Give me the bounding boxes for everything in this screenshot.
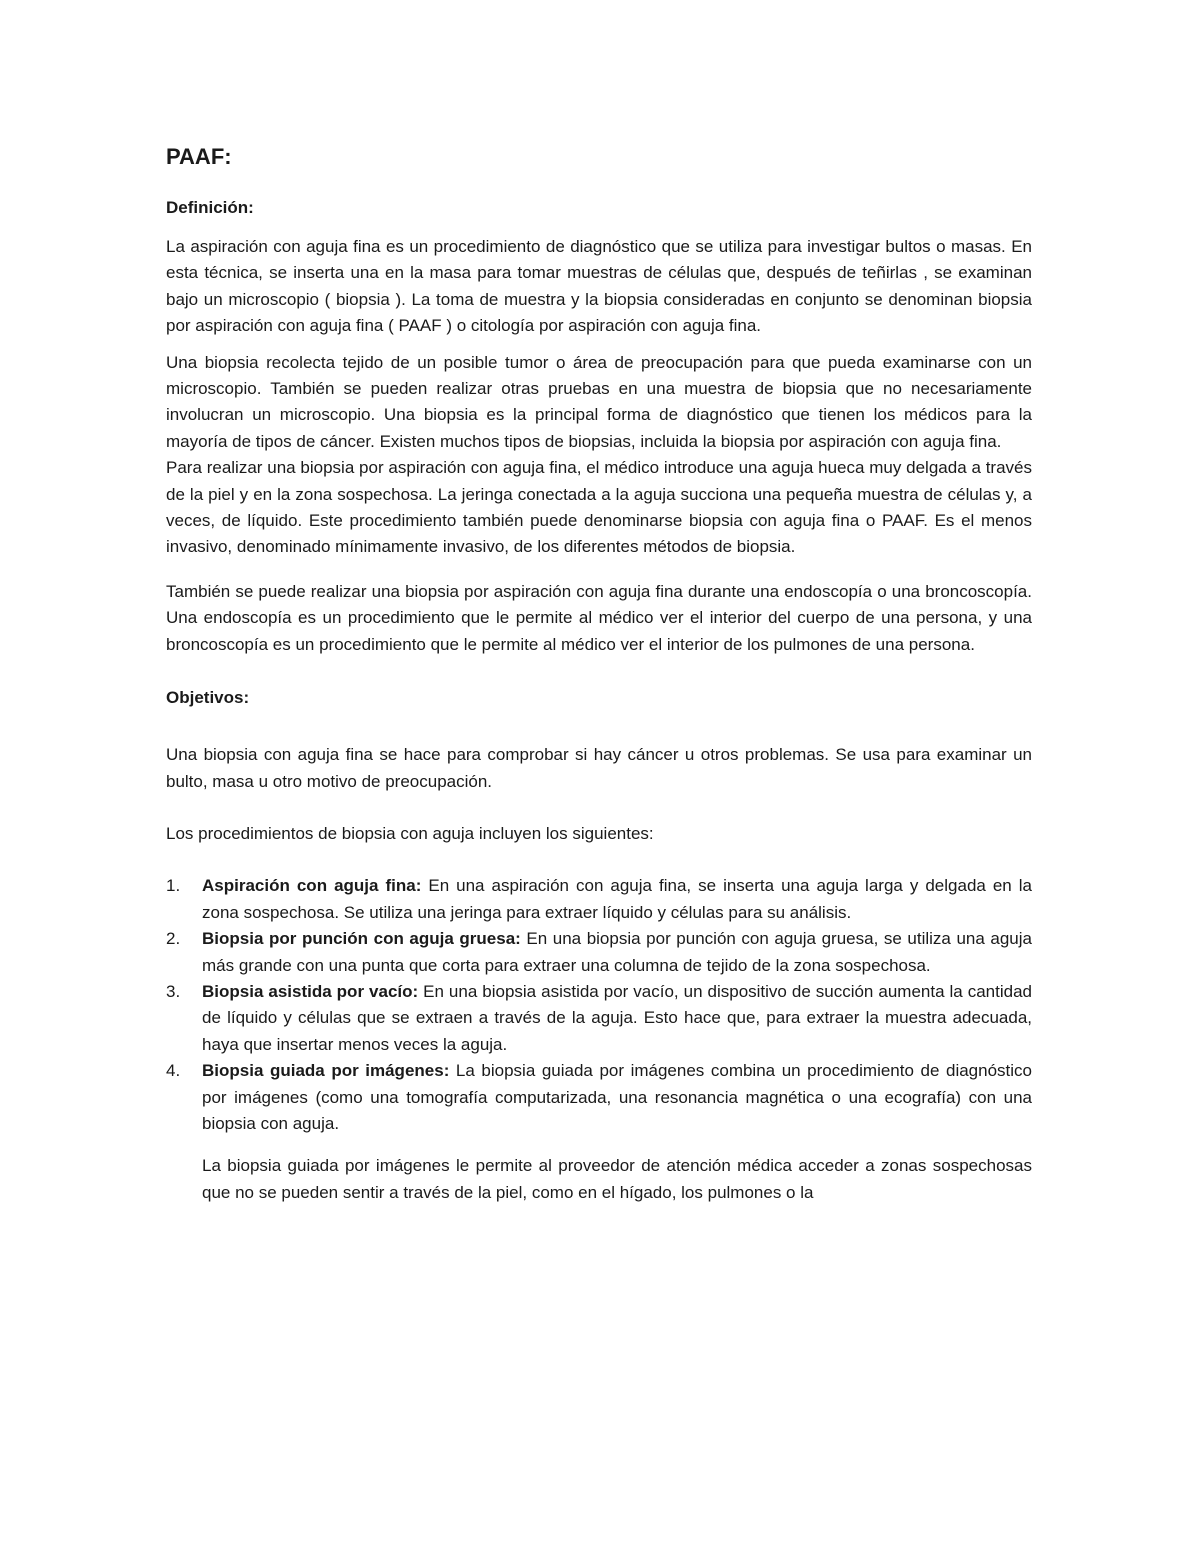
list-item-number: 1.	[166, 876, 181, 896]
list-item-term: Biopsia asistida por vacío:	[202, 981, 419, 1001]
paragraph-spacer	[166, 847, 1032, 873]
list-item	[166, 979, 1032, 1058]
document-title: PAAF:	[166, 144, 232, 169]
paragraph-spacer	[166, 795, 1032, 821]
list-item-number: 3.	[166, 981, 181, 1001]
procedures-intro: Los procedimientos de biopsia con aguja incluyen los siguientes:	[166, 823, 654, 843]
list-item	[166, 926, 1032, 979]
list-item-term: Biopsia por punción con aguja gruesa:	[202, 929, 521, 949]
definition-heading: Definición:	[166, 198, 254, 217]
list-item-term: Biopsia guiada por imágenes:	[202, 1061, 450, 1081]
list-item-number: 2.	[166, 929, 181, 949]
guided-biopsy-note: La biopsia guiada por imágenes le permite al proveedor de atención médica acceder a zonas sospechosas que no se pueden sentir a través de la piel, como en el hígado, los pulmones o la	[202, 1156, 1032, 1202]
heading-spacer	[166, 724, 1032, 742]
definition-paragraph-1: La aspiración con aguja fina es un procedimiento de diagnóstico que se utiliza para investigar bultos o masas. En esta técnica, se inserta una en la masa para tomar muestras de células que, después de teñirlas , se examinan bajo un microscopio ( biopsia ). La toma de muestra y la biopsia consideradas en conjunto se denominan biopsia por aspiración con aguja fina ( PAAF ) o citología por aspiración con aguja fina.	[166, 237, 1032, 336]
definition-paragraph-3: Para realizar una biopsia por aspiración con aguja fina, el médico introduce una aguja hueca muy delgada a través de la piel y en la zona sospechosa. La jeringa conectada a la aguja succiona una pequeña muestra de células y, a veces, de líquido. Este procedimiento también puede denominarse biopsia con aguja fina o PAAF. Es el menos invasivo, denominado mínimamente invasivo, de los diferentes métodos de biopsia.	[166, 458, 1032, 557]
procedures-list	[166, 873, 1032, 1137]
objectives-heading: Objetivos:	[166, 688, 250, 708]
list-item-text: En una biopsia asistida por vacío, un dispositivo de succión aumenta la cantidad de líquido y células que se extraen a través de la aguja. Esto hace que, para extraer la muestra adecuada, haya que insertar menos veces la aguja.	[202, 981, 1032, 1054]
list-item-term: Aspiración con aguja fina:	[202, 876, 422, 896]
objectives-paragraph: Una biopsia con aguja fina se hace para comprobar si hay cáncer u otros problemas. Se usa para examinar un bulto, masa u otro motivo de preocupación.	[166, 745, 1032, 791]
list-item-text: La biopsia guiada por imágenes combina un procedimiento de diagnóstico por imágenes (como una tomografía computarizada, una resonancia magnética o una ecografía) con una biopsia con aguja.	[202, 1061, 1032, 1133]
list-item-text: En una aspiración con aguja fina, se inserta una aguja larga y delgada en la zona sospechosa. Se utiliza una jeringa para extraer líquido y células para su análisis.	[202, 876, 1032, 922]
list-item-text: En una biopsia por punción con aguja gruesa, se utiliza una aguja más grande con una punta que corta para extraer una columna de tejido de la zona sospechosa.	[202, 929, 1032, 975]
list-item	[166, 1058, 1032, 1137]
list-item	[166, 873, 1032, 926]
list-item-number: 4.	[166, 1061, 181, 1081]
paragraph-spacer	[166, 561, 1032, 579]
document-page	[166, 140, 1032, 1223]
definition-paragraph-2: Una biopsia recolecta tejido de un posible tumor o área de preocupación para que pueda examinarse con un microscopio. También se pueden realizar otras pruebas en una muestra de biopsia que no necesariamente involucran un microscopio. Una biopsia es la principal forma de diagnóstico que tienen los médicos para la mayoría de tipos de cáncer. Existen muchos tipos de biopsias, incluida la biopsia por aspiración con aguja fina.	[166, 352, 1032, 451]
definition-paragraph-4: También se puede realizar una biopsia por aspiración con aguja fina durante una endoscopía o una broncoscopía. Una endoscopía es un procedimiento que le permite al médico ver el interior del cuerpo de una persona, y una broncoscopía es un procedimiento que le permite al médico ver el interior de los pulmones de una persona.	[166, 581, 1032, 654]
section-spacer	[166, 658, 1032, 684]
